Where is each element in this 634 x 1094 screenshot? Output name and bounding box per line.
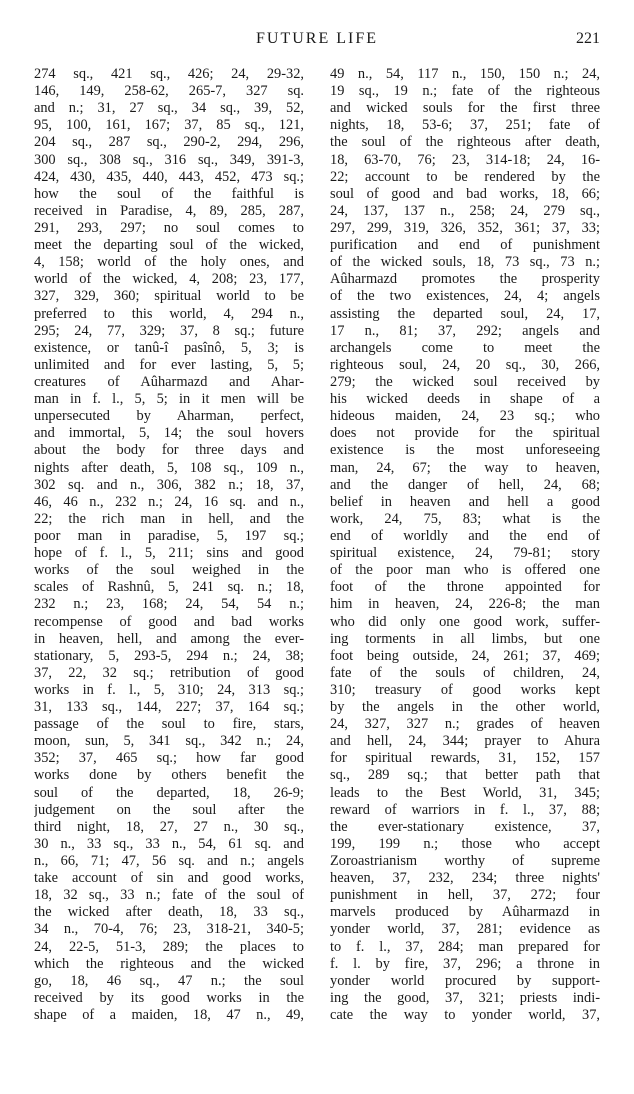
index-line: the wicked after death, 18, 33 sq., [34, 904, 304, 921]
page-number: 221 [576, 30, 600, 47]
index-line: existence is the most unforeseeing [330, 442, 600, 459]
index-line: 146, 149, 258-62, 265-7, 327 sq. [34, 83, 304, 100]
index-line: 95, 100, 161, 167; 37, 85 sq., 121, [34, 117, 304, 134]
index-line: Aûharmazd promotes the prosperity [330, 271, 600, 288]
index-line: 300 sq., 308 sq., 316 sq., 349, 391-3, [34, 151, 304, 168]
index-line: 24, 22-5, 51-3, 289; the places to [34, 938, 304, 955]
index-line: 204 sq., 287 sq., 290-2, 294, 296, [34, 134, 304, 151]
index-line: yonder world, 37, 281; evidence as [330, 921, 600, 938]
index-line: 327, 329, 360; spiritual world to be [34, 288, 304, 305]
index-line: poor man in paradise, 5, 197 sq.; [34, 527, 304, 544]
index-line: 22; the rich man in hell, and the [34, 510, 304, 527]
index-line: about the body for three days and [34, 442, 304, 459]
index-line: 279; the wicked soul received by [330, 373, 600, 390]
index-line: 34 n., 70-4, 76; 23, 318-21, 340-5; [34, 921, 304, 938]
index-line: works of the soul weighed in the [34, 562, 304, 579]
index-line: shape of a maiden, 18, 47 n., 49, [34, 1007, 304, 1024]
index-line: does not provide for the spiritual [330, 425, 600, 442]
index-line: 30 n., 33 sq., 33 n., 54, 61 sq. and [34, 835, 304, 852]
left-column [34, 66, 304, 1024]
index-line: assisting the departed soul, 24, 17, [330, 305, 600, 322]
index-line: man in f. l., 5, 5; in it men will be [34, 391, 304, 408]
index-line: 352; 37, 465 sq.; how far good [34, 750, 304, 767]
index-line: fate of the souls of children, 24, [330, 664, 600, 681]
index-line: hideous maiden, 24, 23 sq.; who [330, 408, 600, 425]
index-line: 17 n., 81; 37, 292; angels and [330, 322, 600, 339]
index-line: end of worldly and the end of [330, 527, 600, 544]
index-line: foot of the throne appointed for [330, 579, 600, 596]
index-line: ing the good, 37, 321; priests indi- [330, 989, 600, 1006]
index-line: righteous soul, 24, 20 sq., 30, 266, [330, 356, 600, 373]
index-line: by the angels in the other world, [330, 699, 600, 716]
index-line: existence, or tanû-î pasînô, 5, 3; is [34, 339, 304, 356]
index-line: third night, 18, 27, 27 n., 30 sq., [34, 818, 304, 835]
index-line: and immortal, 5, 14; the soul hovers [34, 425, 304, 442]
index-line: moon, sun, 5, 341 sq., 342 n.; 24, [34, 733, 304, 750]
index-line: 291, 293, 297; no soul comes to [34, 219, 304, 236]
index-line: belief in heaven and hell a good [330, 493, 600, 510]
index-line: creatures of Aûharmazd and Ahar- [34, 373, 304, 390]
index-line: works in f. l., 5, 310; 24, 313 sq.; [34, 681, 304, 698]
running-title: FUTURE LIFE [256, 30, 378, 47]
index-line: 199, 199 n.; those who accept [330, 835, 600, 852]
index-line: work, 24, 75, 83; what is the [330, 510, 600, 527]
index-line: 46, 46 n., 232 n.; 24, 16 sq. and n., [34, 493, 304, 510]
index-line: 274 sq., 421 sq., 426; 24, 29-32, [34, 66, 304, 82]
index-line: reward of warriors in f. l., 37, 88; [330, 801, 600, 818]
index-line: of the wicked souls, 18, 73 sq., 73 n.; [330, 254, 600, 271]
index-line: 22; account to be rendered by the [330, 168, 600, 185]
index-line: 310; treasury of good works kept [330, 681, 600, 698]
index-line: sq., 289 sq.; that better path that [330, 767, 600, 784]
index-line: 232 n.; 23, 168; 24, 54, 54 n.; [34, 596, 304, 613]
index-line: received by its good works in the [34, 989, 304, 1006]
index-line: judgement on the soul after the [34, 801, 304, 818]
index-line: meet the departing soul of the wicked, [34, 237, 304, 254]
index-line: man, 24, 67; the way to heaven, [330, 459, 600, 476]
index-line: 24, 137, 137 n., 258; 24, 279 sq., [330, 202, 600, 219]
index-line: and hell, 24, 344; prayer to Ahura [330, 733, 600, 750]
index-line: 18, 63-70, 76; 23, 314-18; 24, 16- [330, 151, 600, 168]
index-line: go, 18, 46 sq., 47 n.; the soul [34, 972, 304, 989]
index-line: 4, 158; world of the holy ones, and [34, 254, 304, 271]
index-line: 31, 133 sq., 144, 227; 37, 164 sq.; [34, 699, 304, 716]
index-line: Zoroastrianism worthy of supreme [330, 853, 600, 870]
index-line: heaven, 37, 232, 234; three nights' [330, 870, 600, 887]
index-line: preferred to this world, 4, 294 n., [34, 305, 304, 322]
index-line: 18, 32 sq., 33 n.; fate of the soul of [34, 887, 304, 904]
index-line: leads to the Best World, 31, 345; [330, 784, 600, 801]
index-line: foot being outside, 24, 261; 37, 469; [330, 647, 600, 664]
right-column [330, 66, 600, 1024]
index-line: 37, 22, 32 sq.; retribution of good [34, 664, 304, 681]
index-line: purification and end of punishment [330, 237, 600, 254]
index-line: and wicked souls for the first three [330, 100, 600, 117]
index-line: and the danger of hell, 24, 68; [330, 476, 600, 493]
index-line: who did only one good work, suffer- [330, 613, 600, 630]
index-line: which the righteous and the wicked [34, 955, 304, 972]
index-line: marvels produced by Aûharmazd in [330, 904, 600, 921]
index-line: world of the wicked, 4, 208; 23, 177, [34, 271, 304, 288]
index-line: 24, 327, 327 n.; grades of heaven [330, 716, 600, 733]
index-line: of the poor man who is offered one [330, 562, 600, 579]
index-line: in heaven, hell, and among the ever- [34, 630, 304, 647]
index-line: 295; 24, 77, 329; 37, 8 sq.; future [34, 322, 304, 339]
index-line: nights, 18, 53-6; 37, 251; fate of [330, 117, 600, 134]
index-line: nights after death, 5, 108 sq., 109 n., [34, 459, 304, 476]
index-line: of the two existences, 24, 4; angels [330, 288, 600, 305]
index-line: f. l. by fire, 37, 296; a throne in [330, 955, 600, 972]
index-line: punishment in hell, 37, 272; four [330, 887, 600, 904]
index-line: soul of the departed, 18, 26-9; [34, 784, 304, 801]
index-line: to f. l., 37, 284; man prepared for [330, 938, 600, 955]
index-line: hope of f. l., 5, 211; sins and good [34, 545, 304, 562]
index-line: 424, 430, 435, 440, 443, 452, 473 sq.; [34, 168, 304, 185]
index-line: soul of good and bad works, 18, 66; [330, 185, 600, 202]
index-line: the ever-stationary existence, 37, [330, 818, 600, 835]
index-line: how the soul of the faithful is [34, 185, 304, 202]
index-line: stationary, 5, 293-5, 294 n.; 24, 38; [34, 647, 304, 664]
index-line: unpersecuted by Aharman, perfect, [34, 408, 304, 425]
index-line: works done by others benefit the [34, 767, 304, 784]
index-line: spiritual existence, 24, 79-81; story [330, 545, 600, 562]
index-line: unlimited and for ever lasting, 5, 5; [34, 356, 304, 373]
index-line: 49 n., 54, 117 n., 150, 150 n.; 24, [330, 66, 600, 82]
index-line: and n.; 31, 27 sq., 34 sq., 39, 52, [34, 100, 304, 117]
index-line: cate the way to yonder world, 37, [330, 1007, 600, 1024]
index-line: yonder world procured by support- [330, 972, 600, 989]
index-line: for spiritual rewards, 31, 152, 157 [330, 750, 600, 767]
index-line: his wicked deeds in shape of a [330, 391, 600, 408]
index-line: recompense of good and bad works [34, 613, 304, 630]
index-line: archangels come to meet the [330, 339, 600, 356]
index-line: the soul of the righteous after death, [330, 134, 600, 151]
index-line: ing torments in all limbs, but one [330, 630, 600, 647]
index-line: 19 sq., 19 n.; fate of the righteous [330, 83, 600, 100]
index-line: scales of Rashnû, 5, 241 sq. n.; 18, [34, 579, 304, 596]
index-line: him in heaven, 24, 226-8; the man [330, 596, 600, 613]
index-line: received in Paradise, 4, 89, 285, 287, [34, 202, 304, 219]
index-line: 297, 299, 319, 326, 352, 361; 37, 33; [330, 219, 600, 236]
index-line: take account of sin and good works, [34, 870, 304, 887]
page-header [0, 30, 634, 52]
index-line: passage of the soul to fire, stars, [34, 716, 304, 733]
index-line: n., 66, 71; 47, 56 sq. and n.; angels [34, 853, 304, 870]
index-line: 302 sq. and n., 306, 382 n.; 18, 37, [34, 476, 304, 493]
